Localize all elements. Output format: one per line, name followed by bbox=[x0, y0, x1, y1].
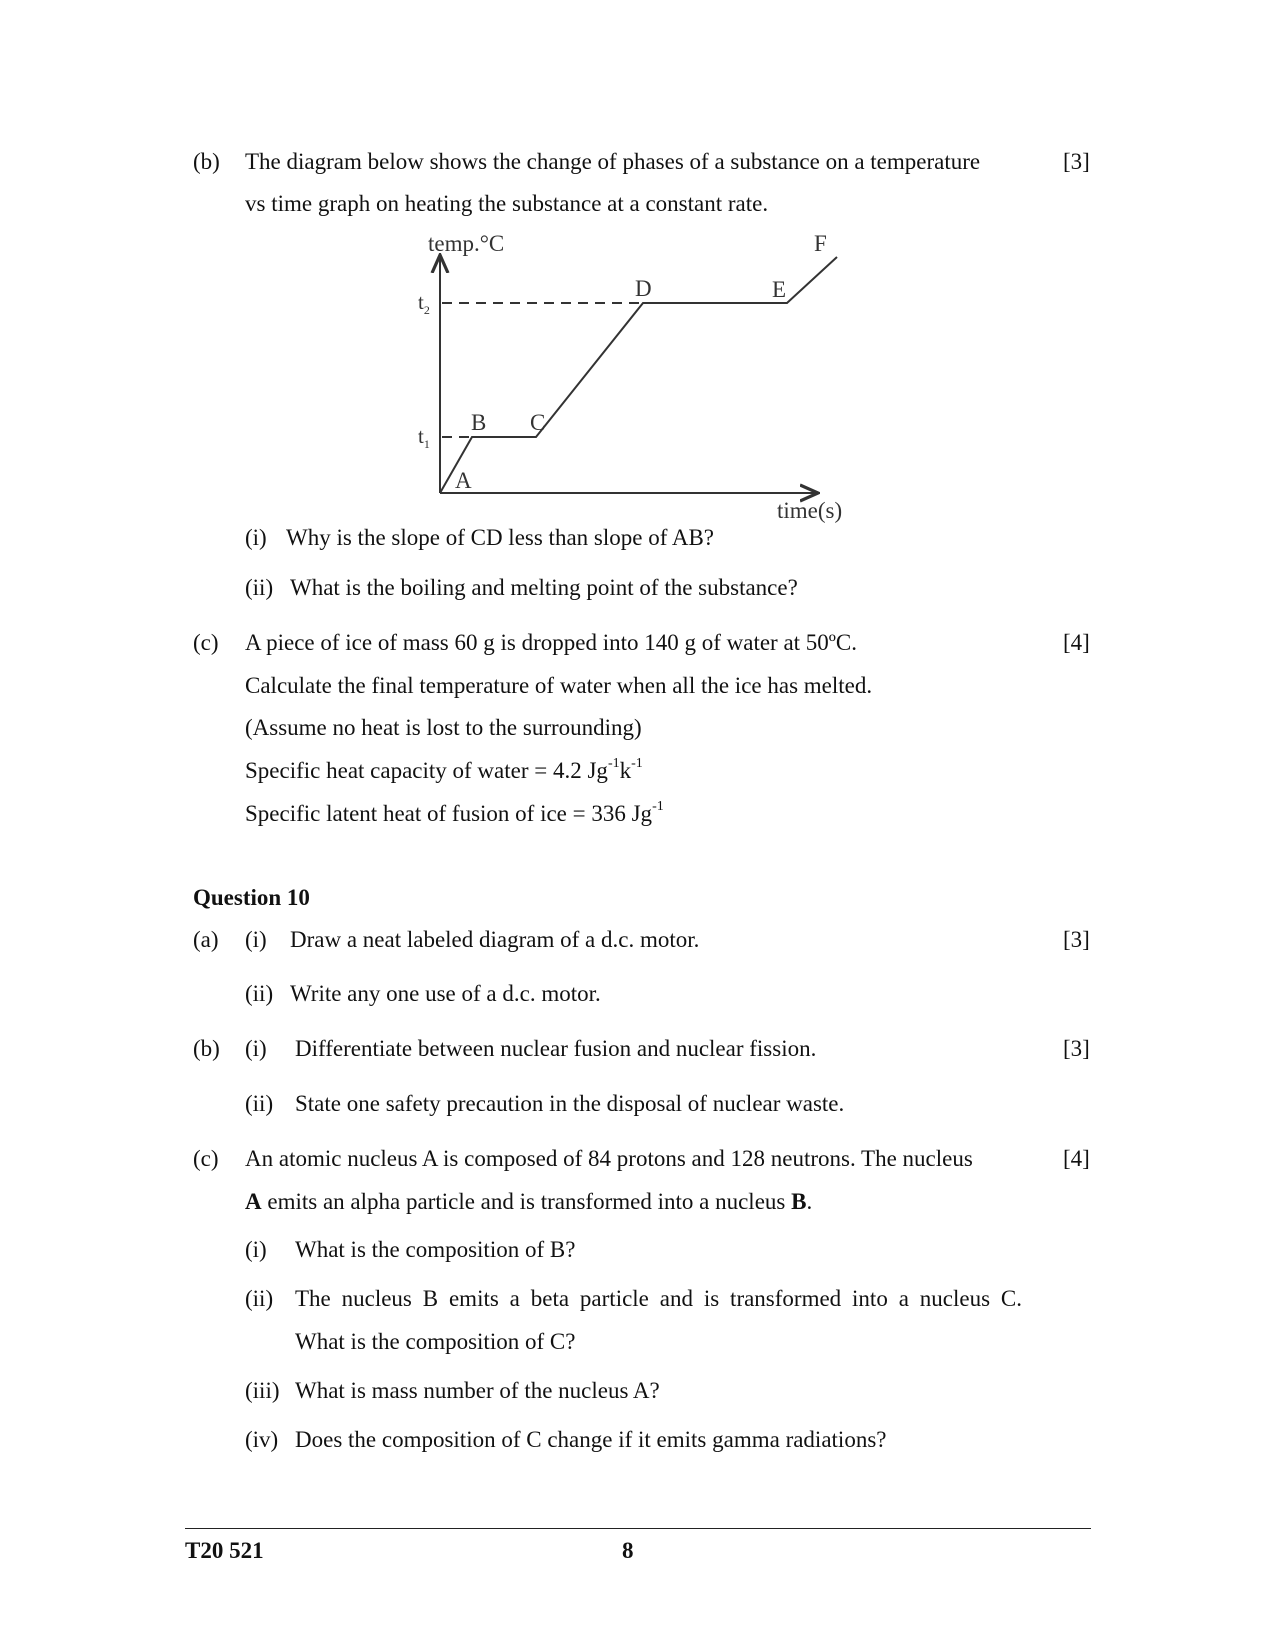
q9c-label: (c) bbox=[193, 630, 219, 655]
q9c-line2: Calculate the final temperature of water when all the ice has melted. bbox=[245, 673, 873, 698]
q9b-marks: [3] bbox=[1063, 149, 1090, 174]
q10c-ii-num: (ii) bbox=[245, 1286, 274, 1311]
point-label-e: E bbox=[772, 277, 787, 302]
phase-change-graph bbox=[380, 225, 880, 535]
footer-rule bbox=[185, 1528, 1091, 1529]
q10c-line1: An atomic nucleus A is composed of 84 protons and 128 neutrons. The nucleus bbox=[245, 1146, 973, 1171]
q10c-i-text: What is the composition of B? bbox=[295, 1237, 576, 1262]
q9b-text-line1: The diagram below shows the change of phases of a substance on a temperature bbox=[245, 149, 981, 174]
tick-t1: $t_1$ bbox=[418, 424, 430, 451]
q10a-i-num: (i) bbox=[245, 927, 267, 952]
q10a-ii-num: (ii) bbox=[245, 981, 274, 1006]
q10c-iv-num: (iv) bbox=[245, 1427, 279, 1452]
q9c-line1: A piece of ice of mass 60 g is dropped into 140 g of water at 50ºC. bbox=[245, 630, 858, 655]
point-label-a: A bbox=[455, 468, 472, 493]
q10c-ii-line1: The nucleus B emits a beta particle and is transformed into a nucleus C. bbox=[295, 1286, 1022, 1311]
q9c-line4: Specific heat capacity of water = 4.2 $Jg^{-1}k^{-1}$ bbox=[245, 756, 643, 783]
q10c-iii-num: (iii) bbox=[245, 1378, 280, 1403]
q10-heading: Question 10 bbox=[193, 885, 310, 910]
q10c-iv-text: Does the composition of C change if it emits gamma radiations? bbox=[295, 1427, 887, 1452]
footer-page-number: 8 bbox=[622, 1538, 634, 1563]
y-axis-label: temp.°C bbox=[428, 231, 505, 256]
footer-paper-code: T20 521 bbox=[185, 1538, 264, 1563]
q9b-ii-num: (ii) bbox=[245, 575, 274, 600]
q10c-ii-line2: What is the composition of C? bbox=[295, 1329, 576, 1354]
point-label-f: F bbox=[814, 231, 827, 256]
q9c-line5: Specific latent heat of fusion of ice = 336 $Jg^{-1}$ bbox=[245, 799, 664, 826]
point-label-d: D bbox=[635, 276, 652, 301]
q10c-label: (c) bbox=[193, 1146, 219, 1171]
x-axis-label: time(s) bbox=[777, 498, 843, 523]
q10a-ii-text: Write any one use of a d.c. motor. bbox=[290, 981, 601, 1006]
q10b-i-num: (i) bbox=[245, 1036, 267, 1061]
q9b-text-line2: vs time graph on heating the substance at a constant rate. bbox=[245, 191, 769, 216]
point-label-b: B bbox=[471, 410, 487, 435]
q10a-marks: [3] bbox=[1063, 927, 1090, 952]
q10c-i-num: (i) bbox=[245, 1237, 267, 1262]
q9b-i-num: (i) bbox=[245, 525, 267, 550]
q10b-marks: [3] bbox=[1063, 1036, 1090, 1061]
q10a-label: (a) bbox=[193, 927, 219, 952]
tick-t2: $t_2$ bbox=[418, 290, 430, 317]
q10c-line2: A emits an alpha particle and is transformed into a nucleus B. bbox=[245, 1189, 813, 1214]
q10c-iii-text: What is mass number of the nucleus A? bbox=[295, 1378, 660, 1403]
point-label-c: C bbox=[530, 410, 546, 435]
q10b-i-text: Differentiate between nuclear fusion and nuclear fission. bbox=[295, 1036, 817, 1061]
q10b-ii-num: (ii) bbox=[245, 1091, 274, 1116]
q10c-marks: [4] bbox=[1063, 1146, 1090, 1171]
q10a-i-text: Draw a neat labeled diagram of a d.c. motor. bbox=[290, 927, 700, 952]
q9b-ii-text: What is the boiling and melting point of the substance? bbox=[290, 575, 798, 600]
q9b-label: (b) bbox=[193, 149, 220, 174]
q9c-marks: [4] bbox=[1063, 630, 1090, 655]
q10b-ii-text: State one safety precaution in the disposal of nuclear waste. bbox=[295, 1091, 845, 1116]
q9b-i-text: Why is the slope of CD less than slope of AB? bbox=[286, 525, 715, 550]
q9c-line3: (Assume no heat is lost to the surrounding) bbox=[245, 715, 642, 740]
q10b-label: (b) bbox=[193, 1036, 220, 1061]
